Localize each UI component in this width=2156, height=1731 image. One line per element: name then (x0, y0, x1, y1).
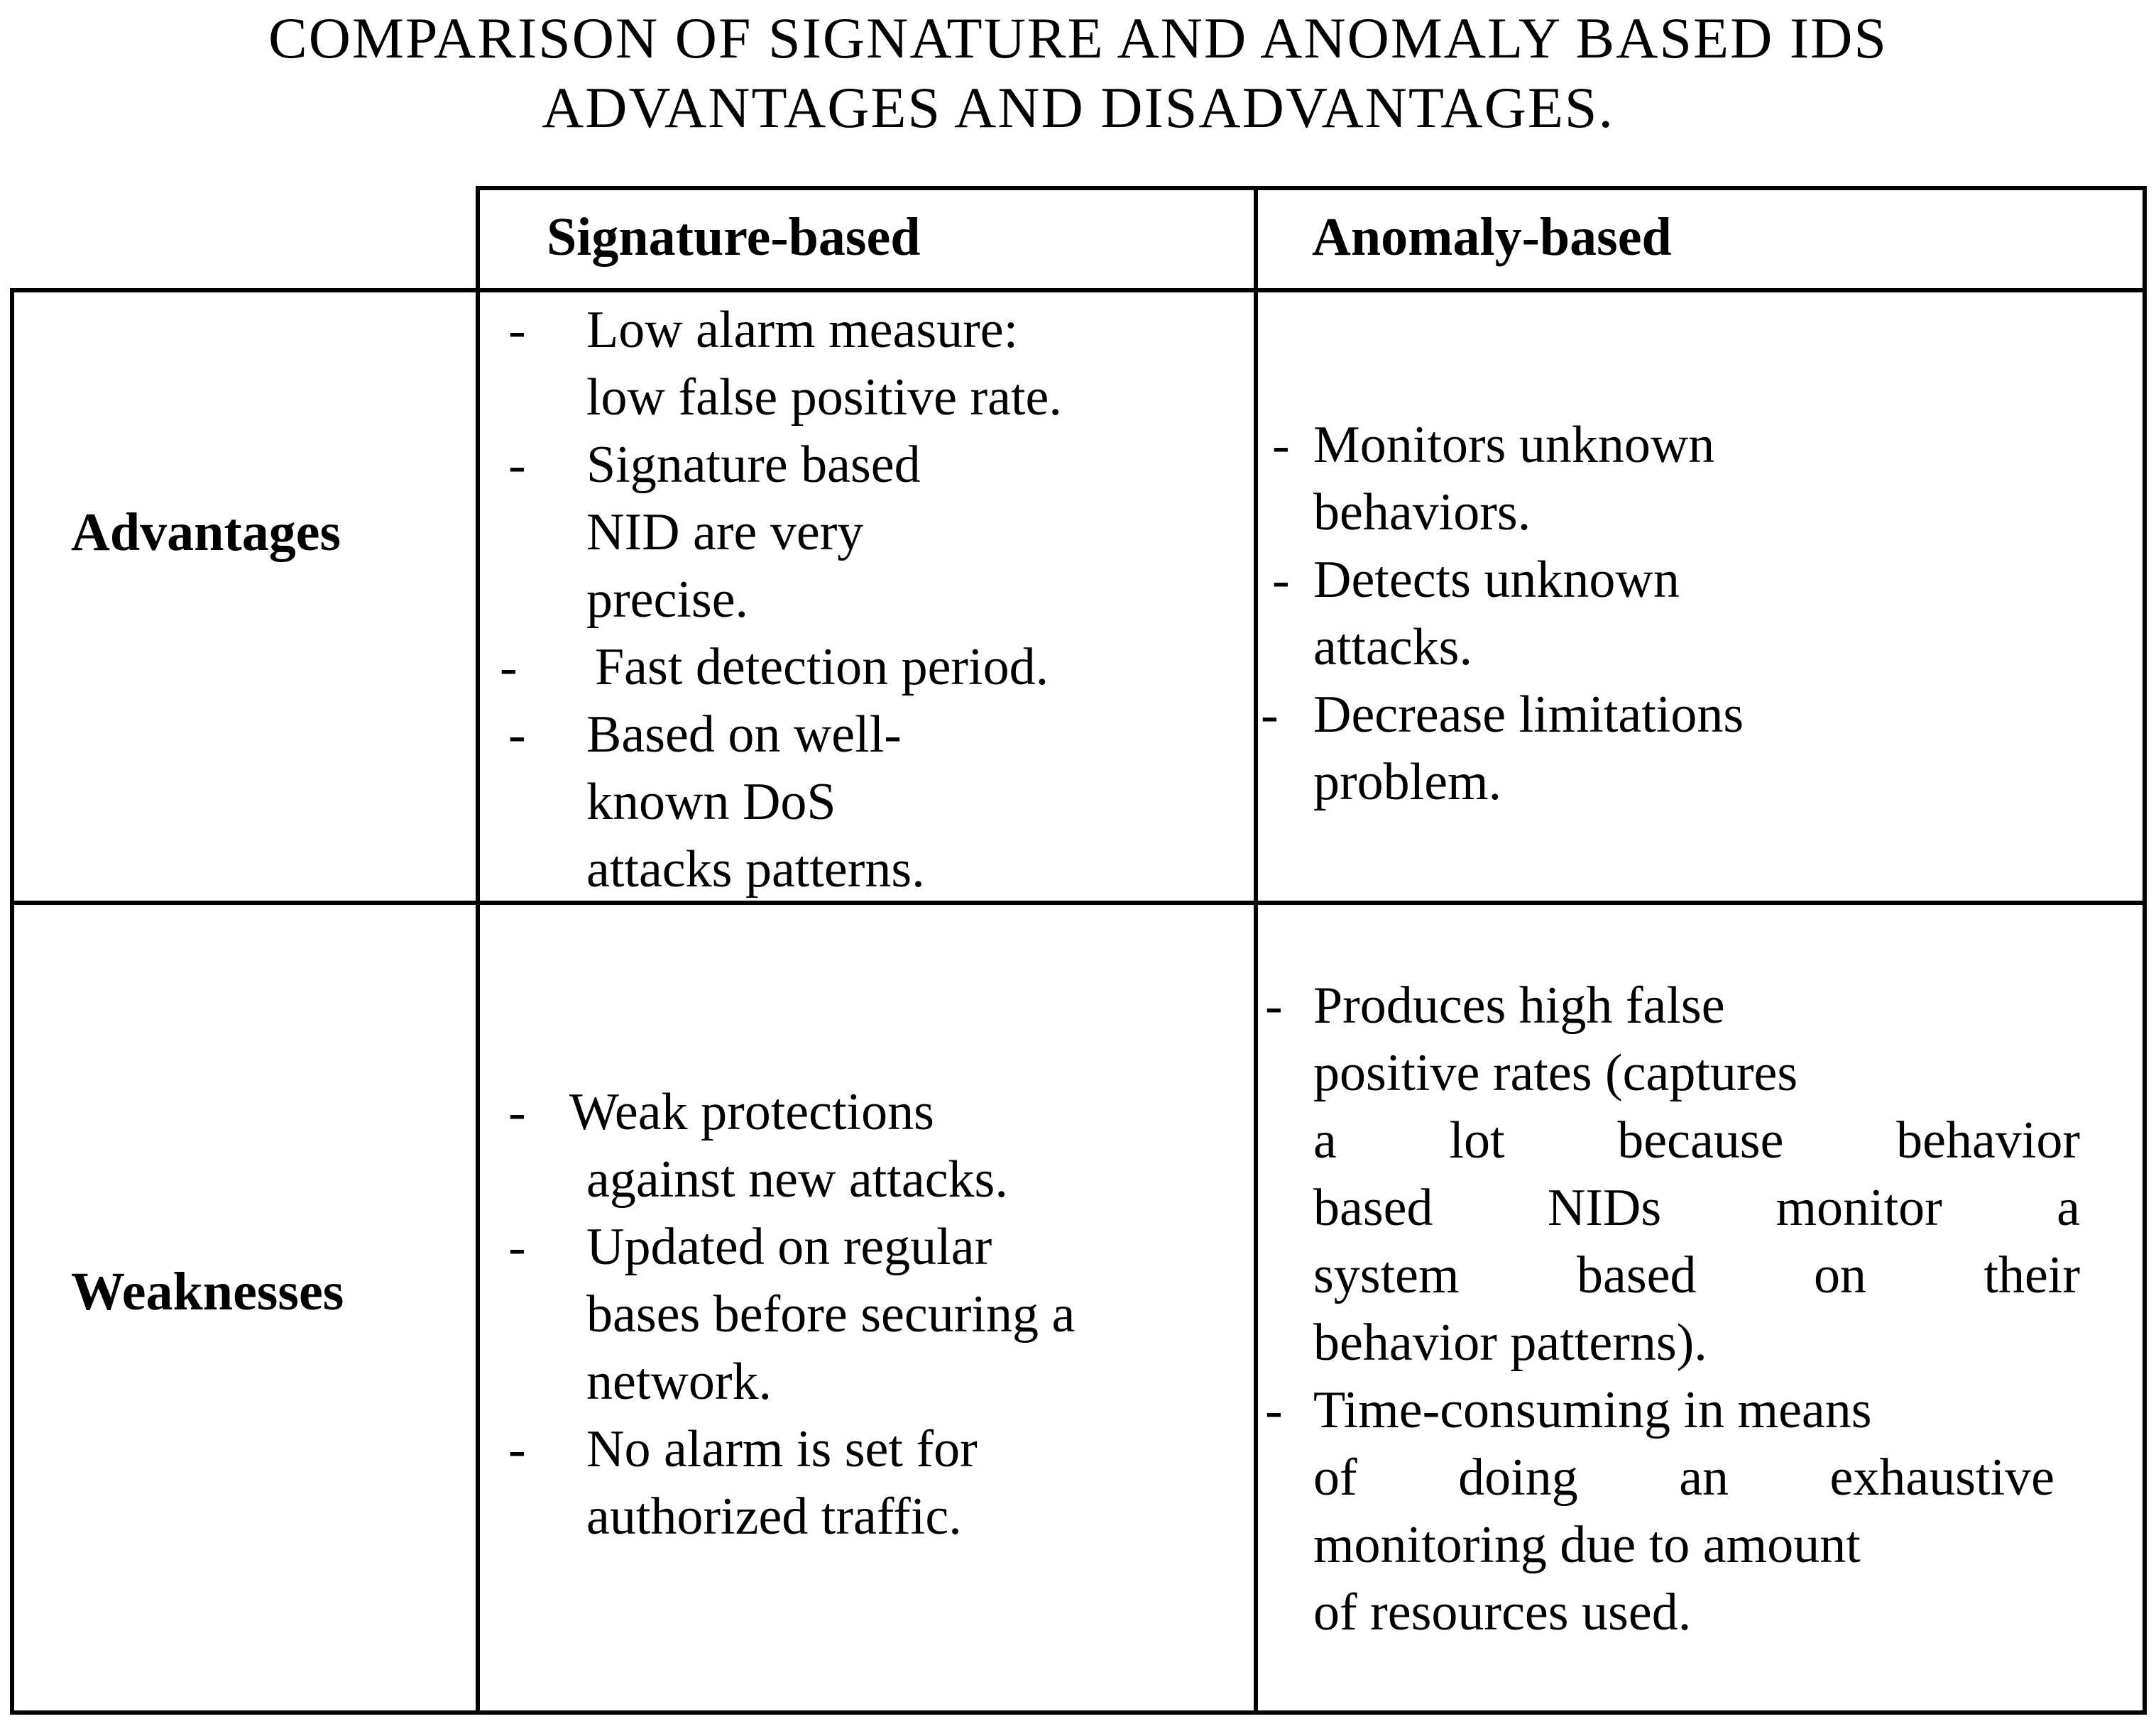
list-item-line: known DoS (586, 773, 836, 831)
bullet-dash: - (508, 301, 526, 359)
header-anomaly-based: Anomaly-based (1312, 207, 1672, 267)
border-middle-column (1254, 186, 1258, 1715)
bullet-dash: - (500, 638, 518, 696)
list-item (508, 1079, 1247, 1214)
list-item (508, 1416, 1247, 1551)
list-item-line: Time-consuming in means (1313, 1381, 1872, 1439)
row-label-weaknesses: Weaknesses (71, 1262, 344, 1321)
list-item-line: network. (586, 1353, 772, 1411)
list-item-line: system based on their (1313, 1246, 2080, 1304)
list-item-line: of resources used. (1313, 1583, 1692, 1642)
list-item-line: Updated on regular (586, 1218, 992, 1276)
list-item-line: attacks patterns. (586, 840, 925, 899)
list-item (508, 701, 1247, 903)
bullet-dash: - (1265, 977, 1283, 1035)
bullet-dash: - (508, 1218, 526, 1276)
weaknesses-signature-list (508, 1079, 1247, 1551)
bullet-dash: - (1265, 1381, 1283, 1439)
weaknesses-anomaly-list (1265, 972, 2080, 1647)
list-item-line: Signature based (586, 436, 921, 494)
list-item (1272, 412, 2108, 546)
header-signature-based: Signature-based (547, 207, 921, 267)
list-item-line: Weak protections (569, 1083, 934, 1141)
bullet-dash: - (1261, 686, 1279, 744)
advantages-anomaly-list (1261, 412, 2108, 816)
list-item (1265, 972, 2080, 1377)
list-item (1261, 681, 2108, 816)
list-item-line: attacks. (1313, 618, 1472, 676)
list-item-line: based NIDs monitor a (1313, 1179, 2080, 1237)
list-item-line: behaviors. (1313, 483, 1531, 542)
border-right (2143, 186, 2147, 1715)
border-left (10, 288, 14, 1715)
list-item-line: NID are very (586, 503, 864, 561)
bullet-dash: - (508, 1083, 526, 1141)
list-item (508, 1214, 1247, 1416)
bullet-dash: - (1272, 416, 1290, 474)
caption-line-2: ADVANTAGES AND DISADVANTAGES. (541, 75, 1615, 140)
list-item-line: Produces high false (1313, 977, 1725, 1035)
border-label-column (476, 186, 480, 1715)
list-item-line: Decrease limitations (1313, 686, 1744, 744)
advantages-signature-list (500, 297, 1247, 903)
list-item-line: precise. (586, 571, 749, 629)
list-item (500, 634, 1247, 701)
list-item-line: bases before securing a (586, 1285, 1076, 1343)
caption-line-1: COMPARISON OF SIGNATURE AND ANOMALY BASED IDS (268, 6, 1888, 70)
list-item-line: authorized traffic. (586, 1488, 962, 1546)
list-item-line: positive rates (captures (1313, 1044, 1798, 1102)
list-item-line: monitoring due to amount (1313, 1516, 1861, 1574)
list-item (508, 432, 1247, 634)
list-item-line: behavior patterns). (1313, 1314, 1707, 1372)
list-item-line: low false positive rate. (586, 368, 1062, 427)
bullet-dash: - (508, 705, 526, 764)
list-item (1265, 1377, 2080, 1647)
list-item-line: problem. (1313, 753, 1502, 811)
list-item-line: Detects unknown (1313, 551, 1680, 609)
border-below-header (10, 288, 2147, 292)
border-bottom (10, 1710, 2147, 1715)
bullet-dash: - (508, 436, 526, 494)
border-top-header (476, 186, 2147, 190)
list-item-line: Based on well- (586, 705, 902, 764)
list-item-line: Low alarm measure: (586, 301, 1019, 359)
bullet-dash: - (1272, 551, 1290, 609)
list-item-line: of doing an exhaustive (1313, 1449, 2054, 1507)
list-item-line: against new attacks. (586, 1150, 1008, 1209)
bullet-dash: - (508, 1420, 526, 1478)
list-item-line: a lot because behavior (1313, 1111, 2080, 1170)
list-item (508, 297, 1247, 432)
list-item-line: No alarm is set for (586, 1420, 978, 1478)
list-item-line: Monitors unknown (1313, 416, 1715, 474)
list-item-line: Fast detection period. (595, 638, 1049, 696)
row-label-advantages: Advantages (71, 502, 341, 562)
list-item (1272, 546, 2108, 681)
